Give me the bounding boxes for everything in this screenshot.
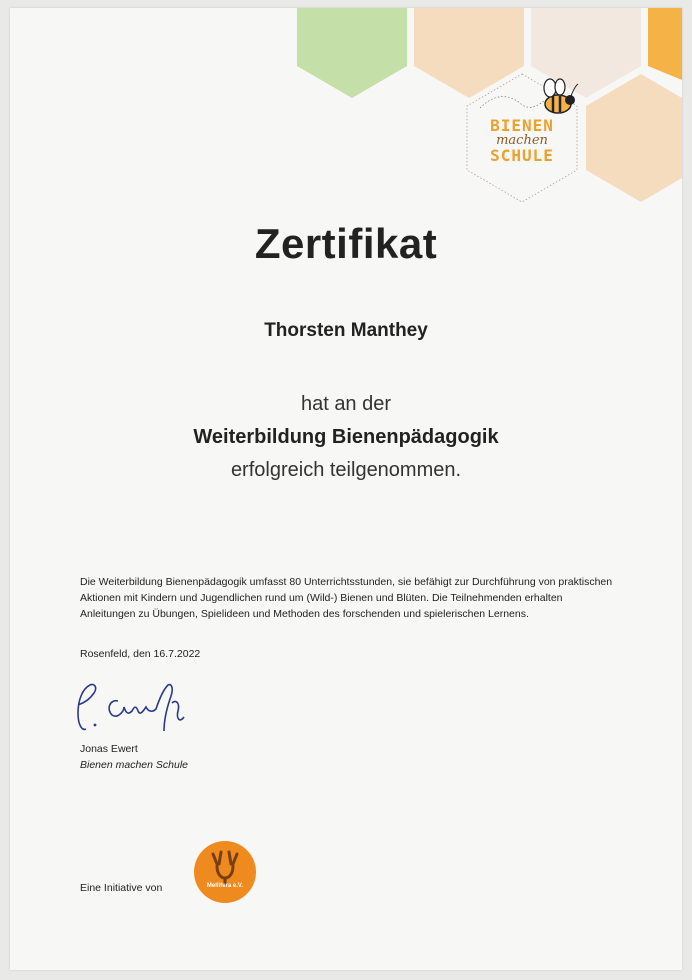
logo-line-schule: SCHULE (490, 146, 554, 165)
hex-peach-right (586, 74, 682, 202)
logo-line-bienen: BIENEN (490, 116, 554, 135)
recipient-name: Thorsten Manthey (264, 320, 428, 341)
logo-line-machen: machen (496, 133, 548, 148)
hex-green (297, 8, 407, 98)
place-date: Rosenfeld, den 16.7.2022 (80, 648, 201, 660)
handwritten-signature (68, 673, 208, 739)
bienen-machen-schule-logo (476, 118, 568, 164)
signer-name: Jonas Ewert (80, 743, 138, 755)
initiative-label: Eine Initiative von (80, 882, 163, 894)
mellifera-logo (193, 840, 257, 904)
signer-block (80, 741, 188, 773)
signer-organization: Bienen machen Schule (80, 759, 188, 771)
course-title: Weiterbildung Bienenpädagogik (193, 426, 499, 448)
certificate-page (10, 8, 682, 970)
course-description: Die Weiterbildung Bienenpädagogik umfasst 80 Unterrichtsstunden, sie befähigt zur Durchführung von praktischen Aktionen mit Kindern und Jugendlichen rund um (Wild-) Bienen und Blüten. Die Teilnehmenden erhalten Anleitungen zu Übungen, Spielideen und Methoden des forschenden und spielerischen Lernens. (80, 576, 613, 620)
statement-line-1: hat an der (300, 393, 392, 415)
mellifera-logo-text: Mellifera e.V. (206, 883, 244, 889)
honeycomb-header (10, 8, 682, 248)
hex-orange-edge (648, 8, 682, 80)
statement-line-3: erfolgreich teilgenommen. (230, 459, 462, 481)
certificate-title: Zertifikat (254, 220, 438, 267)
